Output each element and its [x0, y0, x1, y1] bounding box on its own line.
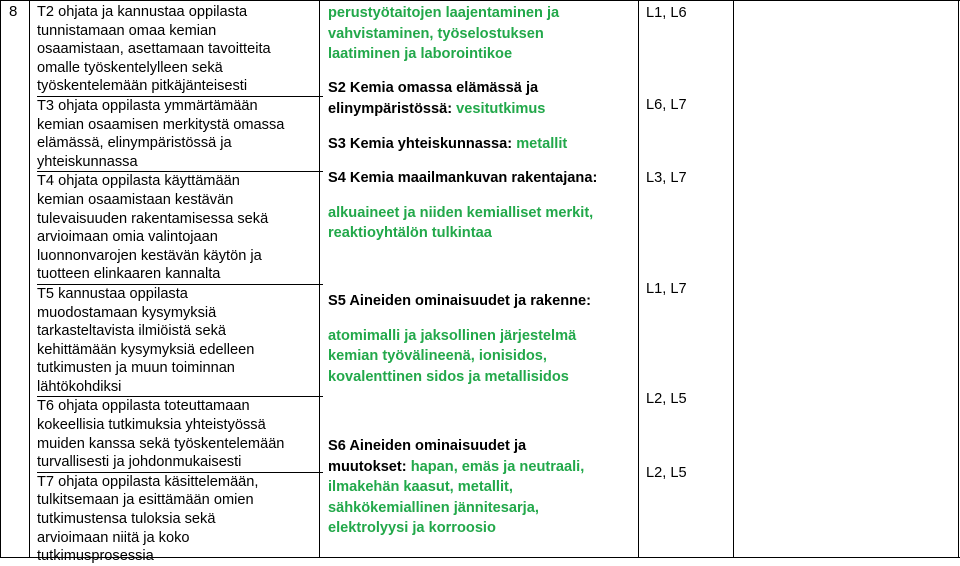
goal-line: muodostamaan kysymyksiä: [37, 304, 217, 321]
content-line: perustyötaitojen laajentaminen ja: [328, 5, 560, 21]
goal-line: tutkimusprosessia: [37, 548, 154, 565]
table-border-right: [958, 0, 959, 558]
goal-t7: [37, 472, 323, 566]
goal-line: tulevaisuuden rakentamisessa sekä: [37, 210, 269, 227]
content-topic: metallit: [516, 136, 568, 152]
goal-line: arvioimaan niitä ja koko: [37, 529, 190, 546]
goal-t4: [37, 171, 323, 284]
goals-column: [37, 3, 323, 566]
content-title: S3 Kemia yhteiskunnassa:: [328, 136, 513, 152]
goal-line: T3 ohjata oppilasta ymmärtämään: [37, 97, 258, 114]
content-topic: elektrolyysi ja korroosio: [328, 520, 496, 536]
content-title: S6 Aineiden ominaisuudet ja: [328, 438, 527, 454]
goal-line: kemian osaamisen merkitystä omassa: [37, 116, 285, 133]
goal-line: tutkimusten ja muun toiminnan: [37, 360, 235, 377]
content-intro: [328, 3, 628, 65]
goal-line: tunnistamaan omaa kemian: [37, 22, 217, 39]
content-s3: [328, 134, 628, 155]
goal-t5: [37, 284, 323, 397]
goal-line: yhteiskunnassa: [37, 153, 138, 170]
content-s5: [328, 291, 628, 387]
content-topic: sähkökemiallinen jännitesarja,: [328, 499, 539, 516]
goal-t3: [37, 96, 323, 171]
content-line: laatiminen ja laborointikoe: [328, 46, 513, 62]
content-area-label: L1, L6: [646, 5, 687, 21]
content-area-label: L2, L5: [646, 465, 687, 481]
content-title: S4 Kemia maailmankuvan rakentajana:: [328, 170, 598, 186]
goal-line: turvallisesti ja johdonmukaisesti: [37, 454, 242, 471]
content-title: S2 Kemia omassa elämässä ja: [328, 80, 539, 96]
goal-line: T5 kannustaa oppilasta: [37, 285, 188, 302]
content-topic: reaktioyhtälön tulkintaa: [328, 225, 492, 241]
column-divider: [638, 0, 639, 558]
goal-line: kokeellisia tutkimuksia yhteistyössä: [37, 417, 266, 434]
content-topic: alkuaineet ja niiden kemialliset merkit,: [328, 204, 594, 221]
goal-line: luonnonvarojen kestävän käytön ja: [37, 247, 262, 264]
column-divider: [733, 0, 734, 558]
content-topic: vesitutkimus: [456, 100, 546, 117]
goal-line: elämässä, elinympäristössä ja: [37, 135, 232, 152]
goal-line: tarkasteltavista ilmiöistä sekä: [37, 323, 226, 340]
table-border-left: [0, 0, 1, 558]
goal-line: muiden kanssa sekä työskentelemään: [37, 435, 285, 452]
content-area-label: L1, L7: [646, 281, 687, 297]
goal-line: työskentelemään pitkäjänteisesti: [37, 78, 248, 95]
row-number: 8: [9, 3, 18, 20]
goal-line: T2 ohjata ja kannustaa oppilasta: [37, 4, 248, 20]
goal-line: T4 ohjata oppilasta käyttämään: [37, 173, 240, 190]
goal-line: kehittämään kysymyksiä edelleen: [37, 341, 255, 358]
goal-line: kemian osaamistaan kestävän: [37, 191, 234, 208]
table-border-top: [0, 0, 960, 1]
goal-line: omalle työskentelylleen sekä: [37, 59, 223, 76]
column-divider: [29, 0, 30, 558]
content-s4: [328, 168, 628, 244]
goal-line: arvioimaan omia valintojaan: [37, 229, 218, 246]
content-topic: hapan, emäs ja neutraali,: [410, 458, 585, 475]
content-area-label: L6, L7: [646, 97, 687, 113]
content-title: muutokset:: [328, 458, 407, 475]
goal-line: lähtökohdiksi: [37, 378, 122, 395]
content-topic: atomimalli ja jaksollinen järjestelmä: [328, 327, 577, 344]
goal-line: tutkimustensa tuloksia sekä: [37, 511, 216, 528]
content-area-label: L3, L7: [646, 170, 687, 186]
content-topic: ilmakehän kaasut, metallit,: [328, 479, 513, 495]
content-topic: kemian työvälineenä, ionisidos,: [328, 348, 547, 364]
content-title: S5 Aineiden ominaisuudet ja rakenne:: [328, 293, 592, 309]
goal-t2: [37, 3, 323, 96]
content-s2: [328, 78, 628, 119]
goal-t6: [37, 396, 323, 471]
content-s6: [328, 436, 628, 539]
goal-line: T6 ohjata oppilasta toteuttamaan: [37, 398, 250, 415]
goal-line: T7 ohjata oppilasta käsittelemään,: [37, 473, 259, 490]
content-area-label: L2, L5: [646, 391, 687, 407]
content-title: elinympäristössä:: [328, 100, 453, 117]
content-topic: kovalenttinen sidos ja metallisidos: [328, 368, 569, 385]
goal-line: osaamistaan, asettamaan tavoitteita: [37, 41, 271, 58]
goal-line: tuotteen elinkaaren kannalta: [37, 266, 221, 283]
goal-line: tulkitsemaan ja esittämään omien: [37, 492, 254, 509]
content-line: vahvistaminen, työselostuksen: [328, 25, 544, 42]
